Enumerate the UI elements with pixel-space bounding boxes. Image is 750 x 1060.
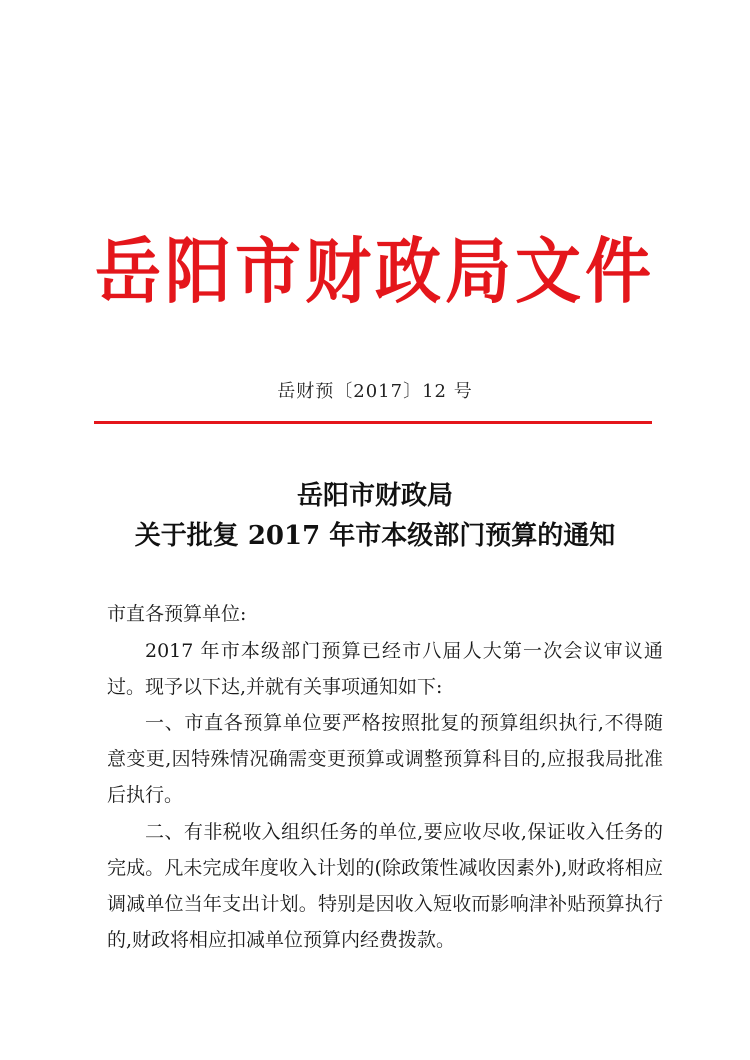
salutation: 市直各预算单位: (107, 603, 247, 625)
notice-title-line2: 关于批复 2017 年市本级部门预算的通知 (134, 521, 616, 551)
body-paragraph: 一、市直各预算单位要严格按照批复的预算组织执行,不得随意变更,因特殊情况确需变更预算或调整预算科目的,应报我局批准后执行。 (107, 712, 663, 806)
red-divider-line (94, 421, 652, 424)
body-paragraph: 2017 年市本级部门预算已经市八届人大第一次会议审议通过。现予以下达,并就有关事项通知如下: (107, 640, 663, 698)
notice-title-line1: 岳阳市财政局 (296, 481, 453, 511)
document-number: 岳财预〔2017〕12 号 (277, 381, 473, 402)
body-paragraph: 二、有非税收入组织任务的单位,要应收尽收,保证收入任务的完成。凡未完成年度收入计划的(除政策性减收因素外),财政将相应调减单位当年支出计划。特别是因收入短收而影响津补贴预算执行的,财政将相应扣减单位预算内经费拨款。 (107, 821, 663, 951)
masthead-title: 岳阳市财政局文件 (95, 228, 655, 314)
